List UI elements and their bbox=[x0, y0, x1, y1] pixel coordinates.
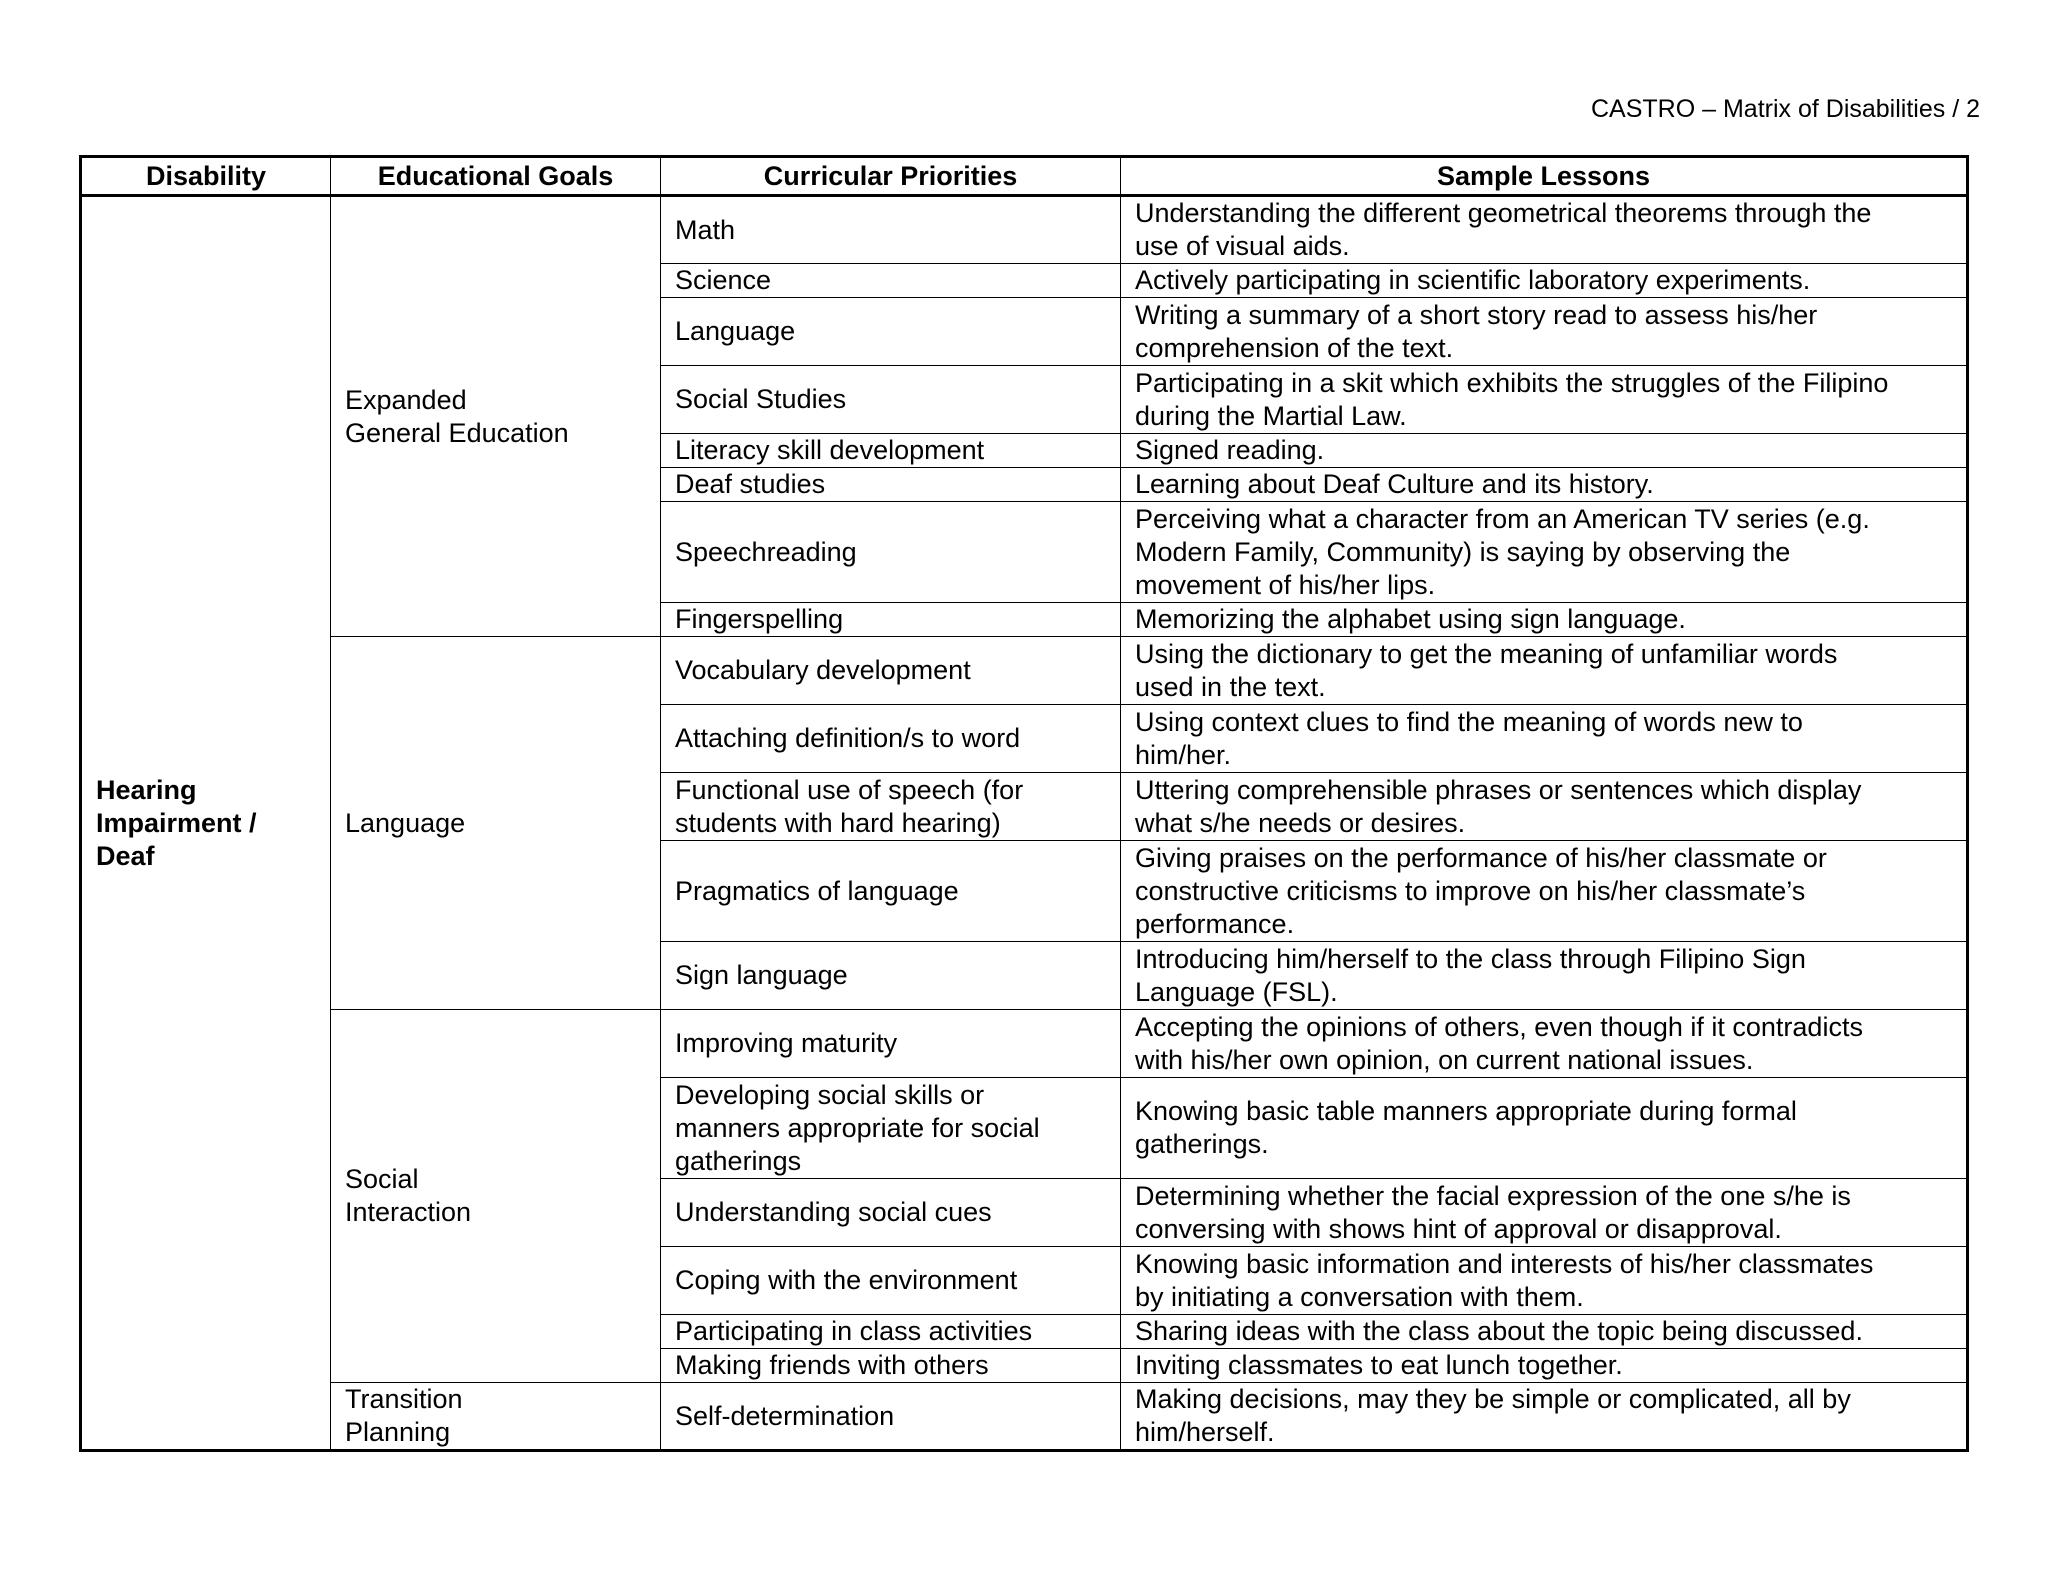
curricular-priority-line: Sign language bbox=[675, 960, 848, 990]
sample-lesson-cell bbox=[1121, 1010, 1968, 1078]
curricular-priority-line: Making friends with others bbox=[675, 1350, 989, 1380]
sample-lesson-line: Using the dictionary to get the meaning of unfamiliar words bbox=[1135, 638, 1838, 669]
sample-lesson-cell bbox=[1121, 264, 1968, 298]
sample-lesson-cell bbox=[1121, 603, 1968, 637]
educational-goal-cell bbox=[331, 196, 661, 637]
table-row bbox=[81, 1383, 1968, 1451]
sample-lesson-cell bbox=[1121, 502, 1968, 603]
curricular-priority-line: Developing social skills or bbox=[675, 1079, 985, 1110]
sample-lesson-line: what s/he needs or desires. bbox=[1135, 807, 1466, 838]
curricular-priority-line: Participating in class activities bbox=[675, 1316, 1033, 1346]
curricular-priority-cell bbox=[661, 942, 1121, 1010]
curricular-priority-line: Math bbox=[675, 214, 736, 245]
educational-goal-cell bbox=[331, 1010, 661, 1383]
curricular-priority-line: Coping with the environment bbox=[675, 1265, 1018, 1295]
sample-lesson-line: Understanding the different geometrical theorems through the bbox=[1135, 198, 1872, 228]
header-row bbox=[81, 157, 1968, 196]
table-row bbox=[81, 637, 1968, 705]
sample-lesson-cell bbox=[1121, 1315, 1968, 1349]
curricular-priority-cell bbox=[661, 264, 1121, 298]
curricular-priority-cell bbox=[661, 468, 1121, 502]
curricular-priority-cell bbox=[661, 1315, 1121, 1349]
curricular-priority-line: Improving maturity bbox=[675, 1028, 898, 1058]
table-row bbox=[81, 1010, 1968, 1078]
educational-goal-line: Social bbox=[345, 1164, 419, 1194]
educational-goal-line: Transition bbox=[345, 1384, 463, 1414]
sample-lesson-line: Uttering comprehensible phrases or sentences which display bbox=[1135, 774, 1862, 805]
curricular-priority-cell bbox=[661, 637, 1121, 705]
sample-lesson-line: movement of his/her lips. bbox=[1135, 569, 1436, 600]
curricular-priority-cell bbox=[661, 841, 1121, 942]
sample-lesson-line: Using context clues to find the meaning of words new to bbox=[1135, 706, 1803, 737]
disability-line: Impairment / bbox=[96, 807, 257, 838]
curricular-priority-line: Pragmatics of language bbox=[675, 875, 959, 906]
curricular-priority-cell bbox=[661, 502, 1121, 603]
curricular-priority-cell bbox=[661, 1179, 1121, 1247]
sample-lesson-line: performance. bbox=[1135, 908, 1295, 939]
disability-line: Hearing bbox=[96, 774, 197, 805]
sample-lesson-cell bbox=[1121, 637, 1968, 705]
sample-lesson-cell bbox=[1121, 773, 1968, 841]
sample-lesson-line: during the Martial Law. bbox=[1135, 400, 1407, 431]
sample-lesson-line: Determining whether the facial expression of the one s/he is bbox=[1135, 1180, 1851, 1211]
sample-lesson-cell bbox=[1121, 705, 1968, 773]
sample-lesson-line: Making decisions, may they be simple or complicated, all by bbox=[1135, 1384, 1851, 1414]
sample-lesson-cell bbox=[1121, 1383, 1968, 1451]
sample-lesson-line: Perceiving what a character from an American TV series (e.g. bbox=[1135, 503, 1870, 534]
curricular-priority-line: manners appropriate for social bbox=[675, 1112, 1040, 1143]
educational-goal-line: Interaction bbox=[345, 1197, 472, 1227]
educational-goal-line: Expanded bbox=[345, 384, 467, 415]
sample-lesson-line: Signed reading. bbox=[1135, 435, 1325, 465]
column-header-sample-lessons: Sample Lessons bbox=[1121, 157, 1968, 196]
curricular-priority-cell bbox=[661, 1349, 1121, 1383]
sample-lesson-line: Accepting the opinions of others, even though if it contradicts bbox=[1135, 1011, 1863, 1042]
sample-lesson-line: him/herself. bbox=[1135, 1417, 1275, 1447]
educational-goal-line: Language bbox=[345, 807, 466, 838]
sample-lesson-cell bbox=[1121, 1349, 1968, 1383]
curricular-priority-cell bbox=[661, 434, 1121, 468]
sample-lesson-line: Knowing basic information and interests of his/her classmates bbox=[1135, 1248, 1874, 1279]
curricular-priority-cell bbox=[661, 1247, 1121, 1315]
sample-lesson-line: Inviting classmates to eat lunch together. bbox=[1135, 1350, 1623, 1380]
sample-lesson-cell bbox=[1121, 1247, 1968, 1315]
sample-lesson-cell bbox=[1121, 1179, 1968, 1247]
sample-lesson-line: Knowing basic table manners appropriate during formal bbox=[1135, 1096, 1797, 1126]
column-header-curricular-priorities: Curricular Priorities bbox=[661, 157, 1121, 196]
curricular-priority-cell bbox=[661, 196, 1121, 264]
sample-lesson-cell bbox=[1121, 434, 1968, 468]
sample-lesson-line: with his/her own opinion, on current national issues. bbox=[1135, 1044, 1754, 1075]
sample-lesson-line: Participating in a skit which exhibits the struggles of the Filipino bbox=[1135, 367, 1889, 398]
sample-lesson-line: Modern Family, Community) is saying by observing the bbox=[1135, 536, 1791, 567]
column-header-educational-goals: Educational Goals bbox=[331, 157, 661, 196]
curricular-priority-line: Vocabulary development bbox=[675, 655, 971, 685]
sample-lesson-line: Actively participating in scientific laboratory experiments. bbox=[1135, 265, 1811, 295]
sample-lesson-cell bbox=[1121, 1078, 1968, 1179]
curricular-priority-cell bbox=[661, 705, 1121, 773]
educational-goal-cell bbox=[331, 637, 661, 1010]
curricular-priority-cell bbox=[661, 1010, 1121, 1078]
curricular-priority-line: Language bbox=[675, 316, 796, 346]
curricular-priority-line: Science bbox=[675, 265, 772, 295]
curricular-priority-line: Self-determination bbox=[675, 1400, 895, 1431]
sample-lesson-line: gatherings. bbox=[1135, 1129, 1269, 1159]
educational-goal-line: General Education bbox=[345, 417, 569, 448]
curricular-priority-cell bbox=[661, 603, 1121, 637]
sample-lesson-cell bbox=[1121, 468, 1968, 502]
sample-lesson-line: him/her. bbox=[1135, 739, 1232, 770]
curricular-priority-line: Social Studies bbox=[675, 384, 847, 414]
curricular-priority-line: Understanding social cues bbox=[675, 1197, 992, 1227]
sample-lesson-line: conversing with shows hint of approval or disapproval. bbox=[1135, 1213, 1782, 1244]
sample-lesson-cell bbox=[1121, 942, 1968, 1010]
matrix-body bbox=[81, 196, 1968, 1451]
column-header-disability: Disability bbox=[81, 157, 331, 196]
curricular-priority-line: students with hard hearing) bbox=[675, 807, 1001, 838]
curricular-priority-cell bbox=[661, 298, 1121, 366]
curricular-priority-line: gatherings bbox=[675, 1145, 802, 1176]
curricular-priority-line: Literacy skill development bbox=[675, 435, 985, 465]
disability-cell bbox=[81, 196, 331, 1451]
sample-lesson-line: Sharing ideas with the class about the topic being discussed. bbox=[1135, 1316, 1863, 1346]
sample-lesson-line: constructive criticisms to improve on his/her classmate’s bbox=[1135, 875, 1806, 906]
sample-lesson-line: comprehension of the text. bbox=[1135, 332, 1454, 363]
sample-lesson-line: Memorizing the alphabet using sign language. bbox=[1135, 604, 1686, 634]
sample-lesson-line: Learning about Deaf Culture and its history. bbox=[1135, 469, 1654, 499]
disabilities-matrix-table bbox=[79, 155, 1969, 1452]
sample-lesson-cell bbox=[1121, 841, 1968, 942]
curricular-priority-line: Functional use of speech (for bbox=[675, 774, 1024, 805]
sample-lesson-line: Language (FSL). bbox=[1135, 976, 1338, 1007]
educational-goal-line: Planning bbox=[345, 1417, 451, 1447]
curricular-priority-cell bbox=[661, 1383, 1121, 1451]
sample-lesson-line: by initiating a conversation with them. bbox=[1135, 1281, 1584, 1312]
disability-line: Deaf bbox=[96, 840, 155, 871]
curricular-priority-line: Fingerspelling bbox=[675, 604, 844, 634]
sample-lesson-cell bbox=[1121, 366, 1968, 434]
curricular-priority-cell bbox=[661, 773, 1121, 841]
sample-lesson-cell bbox=[1121, 196, 1968, 264]
curricular-priority-cell bbox=[661, 1078, 1121, 1179]
sample-lesson-cell bbox=[1121, 298, 1968, 366]
curricular-priority-line: Attaching definition/s to word bbox=[675, 723, 1021, 753]
sample-lesson-line: use of visual aids. bbox=[1135, 231, 1350, 261]
running-header: CASTRO – Matrix of Disabilities / 2 bbox=[1591, 95, 1980, 123]
educational-goal-cell bbox=[331, 1383, 661, 1451]
curricular-priority-line: Speechreading bbox=[675, 536, 857, 567]
sample-lesson-line: Introducing him/herself to the class through Filipino Sign bbox=[1135, 943, 1806, 974]
sample-lesson-line: Giving praises on the performance of his/her classmate or bbox=[1135, 842, 1827, 873]
curricular-priority-line: Deaf studies bbox=[675, 469, 826, 499]
curricular-priority-cell bbox=[661, 366, 1121, 434]
table-row bbox=[81, 196, 1968, 264]
sample-lesson-line: Writing a summary of a short story read to assess his/her bbox=[1135, 299, 1818, 330]
sample-lesson-line: used in the text. bbox=[1135, 671, 1326, 702]
